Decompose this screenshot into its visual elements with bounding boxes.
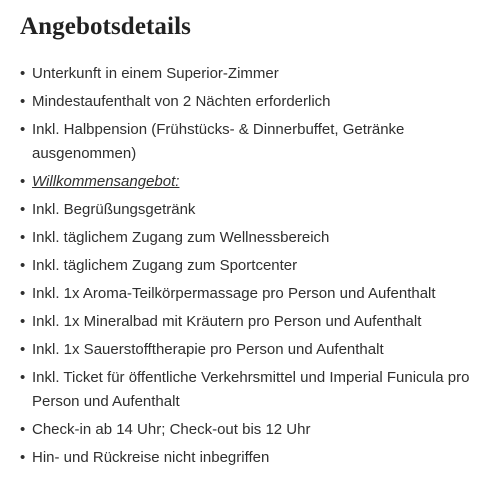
list-item-text: Inkl. Ticket für öffentliche Verkehrsmittel und Imperial Funicula pro Person und Aufenthalt xyxy=(32,369,470,410)
list-item-text: Inkl. täglichem Zugang zum Sportcenter xyxy=(32,257,298,274)
list-item-oxygen-therapy xyxy=(20,338,477,362)
list-item-room xyxy=(20,62,477,86)
list-item-travel-excluded xyxy=(20,446,477,470)
list-item-text: Inkl. Begrüßungsgetränk xyxy=(32,201,196,218)
list-item-min-stay xyxy=(20,90,477,114)
list-item-welcome-offer xyxy=(20,170,477,194)
list-item-half-board xyxy=(20,118,477,166)
welcome-offer-label: Willkommensangebot: xyxy=(32,173,180,190)
section-title: Angebotsdetails xyxy=(20,13,191,40)
list-item-transport-ticket xyxy=(20,366,477,414)
list-item-text: Inkl. täglichem Zugang zum Wellnessbereich xyxy=(32,229,330,246)
list-item-text: Hin- und Rückreise nicht inbegriffen xyxy=(32,449,270,466)
list-item-aroma-massage xyxy=(20,282,477,306)
list-item-sportcenter-access xyxy=(20,254,477,278)
list-item-welcome-drink xyxy=(20,198,477,222)
list-item-text: Unterkunft in einem Superior-Zimmer xyxy=(32,65,279,82)
list-item-wellness-access xyxy=(20,226,477,250)
list-item-mineral-bath xyxy=(20,310,477,334)
list-item-text: Mindestaufenthalt von 2 Nächten erforderlich xyxy=(32,93,331,110)
offer-details-list xyxy=(20,62,477,470)
list-item-check-in-out xyxy=(20,418,477,442)
list-item-text: Inkl. 1x Sauerstofftherapie pro Person und Aufenthalt xyxy=(32,341,384,358)
list-item-text: Inkl. 1x Mineralbad mit Kräutern pro Person und Aufenthalt xyxy=(32,313,422,330)
list-item-text: Inkl. 1x Aroma-Teilkörpermassage pro Person und Aufenthalt xyxy=(32,285,436,302)
list-item-text: Check-in ab 14 Uhr; Check-out bis 12 Uhr xyxy=(32,421,311,438)
list-item-text: Inkl. Halbpension (Frühstücks- & Dinnerbuffet, Getränke ausgenommen) xyxy=(32,121,405,162)
